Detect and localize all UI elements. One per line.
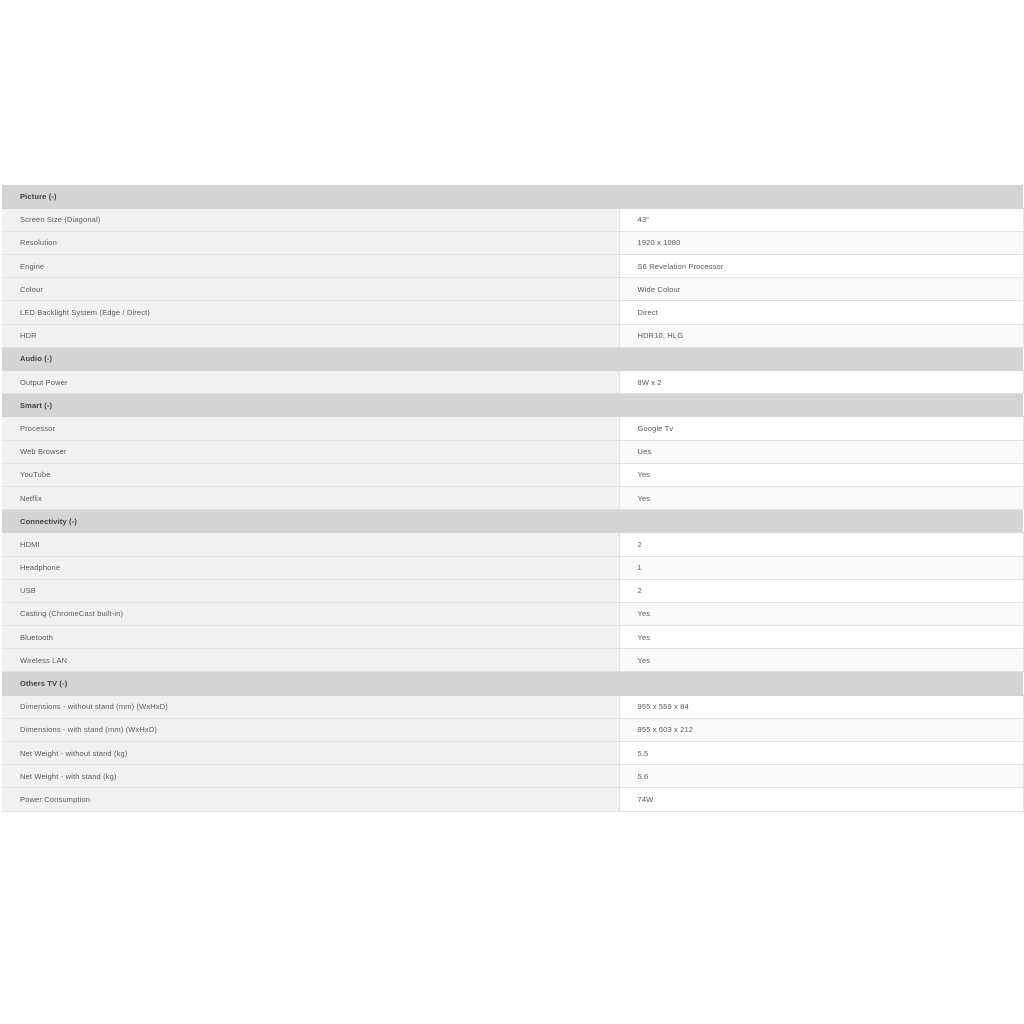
spec-value: 955 x 559 x 84 — [619, 695, 1023, 718]
spec-value: 74W — [619, 788, 1023, 811]
spec-value: Direct — [619, 301, 1023, 324]
spec-row — [2, 742, 1023, 765]
spec-label: LED Backlight System (Edge / Direct) — [2, 301, 619, 324]
spec-value: 43" — [619, 208, 1023, 231]
spec-label: Wireless LAN — [2, 649, 619, 672]
section-title[interactable]: Others TV (-) — [2, 672, 1023, 695]
spec-row — [2, 602, 1023, 625]
spec-value: 1920 x 1080 — [619, 231, 1023, 254]
section-title[interactable]: Smart (-) — [2, 394, 1023, 417]
spec-label: USB — [2, 579, 619, 602]
spec-row — [2, 695, 1023, 718]
spec-label: Web Browser — [2, 440, 619, 463]
spec-row — [2, 463, 1023, 486]
spec-value: Yes — [619, 486, 1023, 509]
spec-row — [2, 231, 1023, 254]
spec-table — [2, 185, 1024, 812]
spec-row — [2, 718, 1023, 741]
spec-row — [2, 626, 1023, 649]
spec-table-body — [2, 185, 1023, 811]
section-header-connectivity[interactable] — [2, 510, 1023, 533]
section-header-audio[interactable] — [2, 347, 1023, 370]
spec-label: Colour — [2, 278, 619, 301]
section-title[interactable]: Connectivity (-) — [2, 510, 1023, 533]
section-header-others-tv[interactable] — [2, 672, 1023, 695]
spec-label: Power Consumption — [2, 788, 619, 811]
spec-label: Headphone — [2, 556, 619, 579]
spec-value: Google Tv — [619, 417, 1023, 440]
spec-label: Netflix — [2, 486, 619, 509]
spec-label: HDMI — [2, 533, 619, 556]
spec-row — [2, 255, 1023, 278]
spec-label: Dimensions - without stand (mm) (WxHxD) — [2, 695, 619, 718]
section-header-smart[interactable] — [2, 394, 1023, 417]
spec-label: Net Weight - with stand (kg) — [2, 765, 619, 788]
spec-value: 5.5 — [619, 742, 1023, 765]
spec-label: Engine — [2, 255, 619, 278]
spec-value: Ues — [619, 440, 1023, 463]
spec-label: Dimensions - with stand (mm) (WxHxD) — [2, 718, 619, 741]
spec-value: 2 — [619, 533, 1023, 556]
spec-row — [2, 208, 1023, 231]
spec-row — [2, 324, 1023, 347]
spec-label: HDR — [2, 324, 619, 347]
spec-value: Yes — [619, 649, 1023, 672]
spec-value: Yes — [619, 602, 1023, 625]
spec-value: Wide Colour — [619, 278, 1023, 301]
spec-row — [2, 417, 1023, 440]
spec-label: Net Weight - without stand (kg) — [2, 742, 619, 765]
spec-value: Yes — [619, 626, 1023, 649]
spec-value: S6 Revelation Processor — [619, 255, 1023, 278]
spec-row — [2, 371, 1023, 394]
spec-row — [2, 486, 1023, 509]
spec-label: Casting (ChromeCast built-in) — [2, 602, 619, 625]
spec-value: 1 — [619, 556, 1023, 579]
spec-label: Screen Size (Diagonal) — [2, 208, 619, 231]
spec-value: 5.6 — [619, 765, 1023, 788]
section-title[interactable]: Picture (-) — [2, 185, 1023, 208]
spec-label: Bluetooth — [2, 626, 619, 649]
section-title[interactable]: Audio (-) — [2, 347, 1023, 370]
spec-value: 2 — [619, 579, 1023, 602]
spec-row — [2, 301, 1023, 324]
spec-value: Yes — [619, 463, 1023, 486]
section-header-picture[interactable] — [2, 185, 1023, 208]
spec-row — [2, 278, 1023, 301]
spec-label: Output Power — [2, 371, 619, 394]
spec-row — [2, 788, 1023, 811]
spec-row — [2, 440, 1023, 463]
spec-value: HDR10, HLG — [619, 324, 1023, 347]
spec-label: YouTube — [2, 463, 619, 486]
spec-row — [2, 765, 1023, 788]
spec-value: 8W x 2 — [619, 371, 1023, 394]
spec-label: Processor — [2, 417, 619, 440]
spec-row — [2, 533, 1023, 556]
spec-label: Resolution — [2, 231, 619, 254]
spec-row — [2, 579, 1023, 602]
spec-row — [2, 556, 1023, 579]
spec-value: 955 x 603 x 212 — [619, 718, 1023, 741]
spec-row — [2, 649, 1023, 672]
